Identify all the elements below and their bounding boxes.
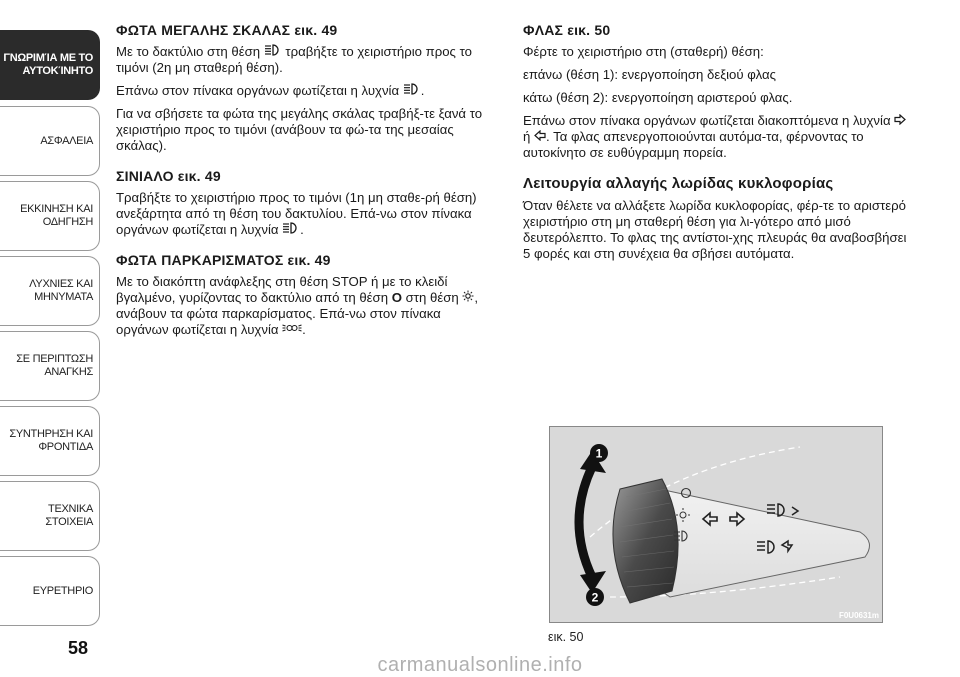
- stalk-diagram: [550, 427, 883, 623]
- tab-getting-to-know-car[interactable]: ΓΝΩΡΙΜΊΑ ΜΕ ΤΟ ΑΥΤΟΚΊΝΗΤΟ: [0, 30, 100, 100]
- section-flash: [116, 168, 496, 238]
- high-beam-icon: [403, 83, 421, 99]
- paragraph: [116, 274, 496, 338]
- high-beam-icon: [282, 222, 300, 238]
- page-number: 58: [68, 638, 89, 658]
- position-2-label: 2: [591, 590, 599, 605]
- figure-caption: εικ. 50: [548, 630, 584, 644]
- high-beam-icon: [264, 44, 282, 60]
- text: Με το δακτύλιο στη θέση: [116, 44, 264, 59]
- tab-emergency[interactable]: ΣΕ ΠΕΡΙΠΤΩΣΗ ΑΝΑΓΚΗΣ: [0, 331, 100, 401]
- section-title: ΦΩΤΑ ΜΕΓΑΛΗΣ ΣΚΑΛΑΣ εικ. 49: [116, 22, 338, 38]
- tab-lamps-messages[interactable]: ΛΥΧΝΙΕΣ ΚΑΙ ΜΗΝΥΜΑΤΑ: [0, 256, 100, 326]
- paragraph: [116, 190, 496, 238]
- paragraph: Φέρτε το χειριστήριο στη (σταθερή) θέση:: [523, 44, 764, 59]
- right-turn-icon: [894, 113, 906, 129]
- left-turn-icon: [534, 129, 546, 145]
- parking-light-icon: [462, 290, 474, 306]
- section-high-beam: [116, 22, 496, 154]
- paragraph: Όταν θέλετε να αλλάξετε λωρίδα κυκλοφορίας, φέρ-τε το αριστερό χειριστήριο στη μη σταθερή θέση για λι-γότερο από μισό δευτερόλεπτο. Το φλας της αντίστοι-χης πλευράς θα αναβοσβήσει 5 φορές και στη συνέχεια θα σβήσει αυτόματα.: [523, 198, 907, 261]
- watermark: carmanualsonline.info: [377, 654, 583, 676]
- right-column: [523, 22, 913, 276]
- text: , ανάβουν τα φώτα παρκαρίσματος. Επά-νω στον πίνακα οργάνων φωτίζεται η λυχνία: [116, 290, 479, 337]
- parking-light-icon: [282, 322, 302, 338]
- text: τραβήξτε το χειριστήριο προς το τιμόνι (2η μη σταθερή θέση).: [116, 44, 472, 75]
- text: Επάνω στον πίνακα οργάνων φωτίζεται διακοπτόμενα η λυχνία: [523, 113, 895, 128]
- section-title: ΦΩΤΑ ΠΑΡΚΑΡΙΣΜΑΤΟΣ εικ. 49: [116, 252, 331, 268]
- text: . Τα φλας απενεργοποιούνται αυτόμα-τα, φέρνοντας το αυτοκίνητο σε ευθύγραμμη πορεία.: [523, 129, 864, 160]
- section-title: ΣΙΝΙΑΛΟ εικ. 49: [116, 168, 221, 184]
- chapter-sidebar: [0, 0, 103, 677]
- text: Τραβήξτε το χειριστήριο προς το τιμόνι (1η μη σταθε-ρή θέση) ανεξάρτητα από τη θέση του δακτυλίου. Επά-νω στον πίνακα οργάνων φωτίζεται η λυχνία: [116, 190, 477, 237]
- paragraph: [523, 113, 913, 161]
- text: Επάνω στον πίνακα οργάνων φωτίζεται η λυχνία: [116, 83, 403, 98]
- paragraph: [116, 83, 496, 99]
- position-o: O: [391, 290, 402, 305]
- figure-code: F0U0631m: [838, 611, 879, 620]
- text: .: [302, 322, 306, 337]
- tab-index[interactable]: ΕΥΡΕΤΗΡΙΟ: [0, 556, 100, 626]
- section-lane-change: [523, 175, 913, 262]
- rotary-ring: [613, 479, 678, 603]
- text: ή: [523, 129, 534, 144]
- text: .: [420, 83, 425, 98]
- paragraph: επάνω (θέση 1): ενεργοποίηση δεξιού φλας: [523, 67, 776, 82]
- paragraph: κάτω (θέση 2): ενεργοποίηση αριστερού φλας.: [523, 90, 793, 105]
- left-column: [116, 22, 496, 352]
- figure-stalk-illustration: [549, 426, 883, 623]
- tab-safety[interactable]: ΑΣΦΑΛΕΙΑ: [0, 106, 100, 176]
- paragraph: [116, 44, 496, 76]
- section-title: ΦΛΑΣ εικ. 50: [523, 22, 611, 38]
- text: Με το διακόπτη ανάφλεξης στη θέση STOP ή με το κλειδί βγαλμένο, γυρίζοντας το δακτύλιο από τη θέση: [116, 274, 448, 305]
- section-turn-signals: [523, 22, 913, 161]
- paragraph: Για να σβήσετε τα φώτα της μεγάλης σκάλας τραβήξ-τε ξανά το χειριστήριο προς το τιμόνι (ανάβουν τα φώ-τα της μεσαίας σκάλας).: [116, 106, 483, 153]
- tab-maintenance[interactable]: ΣΥΝΤΗΡΗΣΗ ΚΑΙ ΦΡΟΝΤΙΔΑ: [0, 406, 100, 476]
- position-1-label: 1: [595, 446, 603, 461]
- section-title: Λειτουργία αλλαγής λωρίδας κυκλοφορίας: [523, 175, 834, 192]
- tab-technical-data[interactable]: ΤΕΧΝΙΚΑ ΣΤΟΙΧΕΙΑ: [0, 481, 100, 551]
- text: στη θέση: [401, 290, 463, 305]
- text: .: [300, 222, 304, 237]
- section-parking-lights: [116, 252, 496, 338]
- tab-starting-driving[interactable]: ΕΚΚΙΝΗΣΗ ΚΑΙ ΟΔΗΓΗΣΗ: [0, 181, 100, 251]
